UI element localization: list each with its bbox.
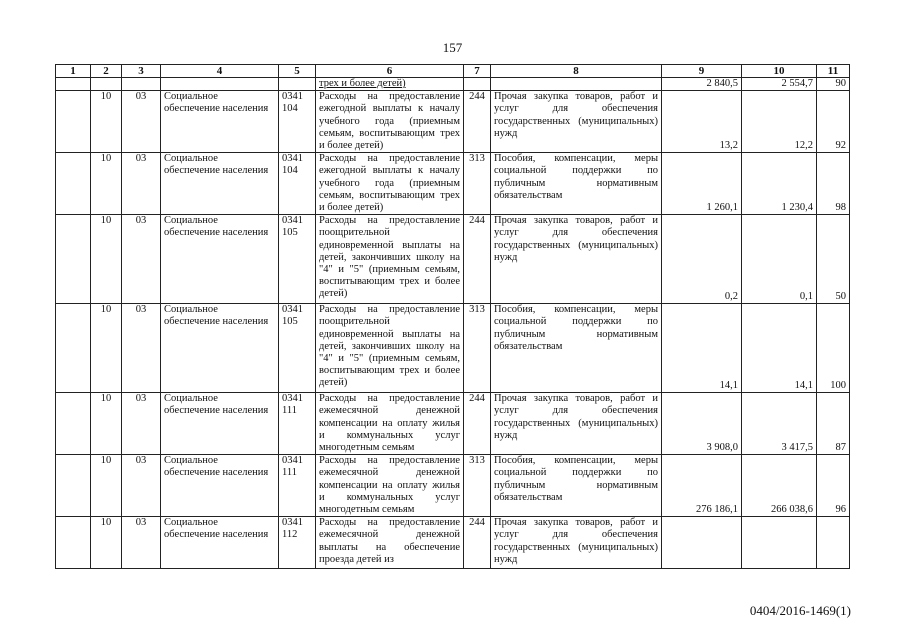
cell-c1 bbox=[56, 78, 91, 91]
cell-percent bbox=[817, 517, 850, 569]
cell-section: 10 bbox=[91, 91, 122, 153]
cell-section-name: Социальное обеспечение населения bbox=[161, 393, 279, 455]
table-row bbox=[56, 393, 850, 455]
cell-actual: 12,2 bbox=[742, 91, 817, 153]
cell-planned: 3 908,0 bbox=[662, 393, 742, 455]
cell-planned bbox=[662, 517, 742, 569]
cell-section-name: Социальное обеспечение населения bbox=[161, 517, 279, 569]
cell-expense-type-name: Пособия, компенсации, меры социальной поддержки по публичным нормативным обязательствам bbox=[491, 455, 662, 517]
cell-section bbox=[91, 78, 122, 91]
cell-target-code: 0341 105 bbox=[279, 304, 316, 393]
cell-percent: 92 bbox=[817, 91, 850, 153]
cell-target-code: 0341 111 bbox=[279, 455, 316, 517]
cell-expense-description: трех и более детей) bbox=[316, 78, 464, 91]
cell-section-name: Социальное обеспечение населения bbox=[161, 153, 279, 215]
column-header: 9 bbox=[662, 65, 742, 78]
table-row bbox=[56, 215, 850, 304]
column-header: 2 bbox=[91, 65, 122, 78]
table-row bbox=[56, 517, 850, 569]
cell-planned: 2 840,5 bbox=[662, 78, 742, 91]
cell-c1 bbox=[56, 393, 91, 455]
cell-section-name: Социальное обеспечение населения bbox=[161, 455, 279, 517]
cell-section: 10 bbox=[91, 153, 122, 215]
column-header: 11 bbox=[817, 65, 850, 78]
cell-subsection: 03 bbox=[122, 91, 161, 153]
cell-target-code: 0341 112 bbox=[279, 517, 316, 569]
cell-percent: 96 bbox=[817, 455, 850, 517]
cell-target-code: 0341 111 bbox=[279, 393, 316, 455]
cell-expense-type: 244 bbox=[464, 517, 491, 569]
cell-subsection: 03 bbox=[122, 153, 161, 215]
column-header: 6 bbox=[316, 65, 464, 78]
cell-expense-type: 244 bbox=[464, 393, 491, 455]
table-row bbox=[56, 455, 850, 517]
cell-planned: 276 186,1 bbox=[662, 455, 742, 517]
cell-section: 10 bbox=[91, 215, 122, 304]
cell-actual: 2 554,7 bbox=[742, 78, 817, 91]
cell-expense-description: Расходы на предоставление ежемесячной денежной выплаты на обеспечение проезда детей из bbox=[316, 517, 464, 569]
document-code: 0404/2016-1469(1) bbox=[749, 603, 851, 618]
cell-percent: 90 bbox=[817, 78, 850, 91]
cell-expense-type-name: Прочая закупка товаров, работ и услуг для обеспечения государственных (муниципальных) нужд bbox=[491, 215, 662, 304]
cell-section-name: Социальное обеспечение населения bbox=[161, 91, 279, 153]
page-number: 157 bbox=[442, 40, 463, 55]
cell-expense-description: Расходы на предоставление ежегодной выплаты к началу учебного года (приемным семьям, воспитывающим трех и более детей) bbox=[316, 91, 464, 153]
cell-subsection: 03 bbox=[122, 215, 161, 304]
cell-target-code bbox=[279, 78, 316, 91]
cell-expense-type-name: Прочая закупка товаров, работ и услуг для обеспечения государственных (муниципальных) нужд bbox=[491, 393, 662, 455]
cell-expense-type: 313 bbox=[464, 455, 491, 517]
budget-table bbox=[55, 64, 850, 569]
column-header: 10 bbox=[742, 65, 817, 78]
table-row bbox=[56, 304, 850, 393]
cell-expense-type-name bbox=[491, 78, 662, 91]
cell-actual: 1 230,4 bbox=[742, 153, 817, 215]
cell-planned: 13,2 bbox=[662, 91, 742, 153]
cell-c1 bbox=[56, 517, 91, 569]
cell-section-name bbox=[161, 78, 279, 91]
cell-section: 10 bbox=[91, 455, 122, 517]
cell-c1 bbox=[56, 91, 91, 153]
cell-section-name: Социальное обеспечение населения bbox=[161, 215, 279, 304]
cell-c1 bbox=[56, 153, 91, 215]
cell-subsection: 03 bbox=[122, 517, 161, 569]
cell-target-code: 0341 104 bbox=[279, 91, 316, 153]
cell-subsection bbox=[122, 78, 161, 91]
table-row bbox=[56, 153, 850, 215]
cell-expense-description: Расходы на предоставление поощрительной единовременной выплаты на детей, закончивших школу на "4" и "5" (приемным семьям, воспитывающим трех и более детей) bbox=[316, 304, 464, 393]
cell-planned: 14,1 bbox=[662, 304, 742, 393]
column-header: 3 bbox=[122, 65, 161, 78]
cell-expense-description: Расходы на предоставление ежемесячной денежной компенсации на оплату жилья и коммунальных услуг многодетным семьям bbox=[316, 455, 464, 517]
cell-actual: 3 417,5 bbox=[742, 393, 817, 455]
column-header: 1 bbox=[56, 65, 91, 78]
cell-planned: 0,2 bbox=[662, 215, 742, 304]
cell-subsection: 03 bbox=[122, 304, 161, 393]
cell-expense-type-name: Пособия, компенсации, меры социальной поддержки по публичным нормативным обязательствам bbox=[491, 153, 662, 215]
column-header: 7 bbox=[464, 65, 491, 78]
header-row bbox=[56, 65, 850, 78]
cell-actual: 266 038,6 bbox=[742, 455, 817, 517]
cell-expense-type: 313 bbox=[464, 304, 491, 393]
cell-planned: 1 260,1 bbox=[662, 153, 742, 215]
cell-actual: 14,1 bbox=[742, 304, 817, 393]
column-header: 4 bbox=[161, 65, 279, 78]
cell-expense-type bbox=[464, 78, 491, 91]
cell-expense-type-name: Прочая закупка товаров, работ и услуг для обеспечения государственных (муниципальных) нужд bbox=[491, 517, 662, 569]
cell-expense-type-name: Пособия, компенсации, меры социальной поддержки по публичным нормативным обязательствам bbox=[491, 304, 662, 393]
cell-target-code: 0341 105 bbox=[279, 215, 316, 304]
cell-section-name: Социальное обеспечение населения bbox=[161, 304, 279, 393]
cell-subsection: 03 bbox=[122, 393, 161, 455]
table-row bbox=[56, 91, 850, 153]
cell-c1 bbox=[56, 215, 91, 304]
cell-expense-type: 244 bbox=[464, 91, 491, 153]
cell-expense-type: 313 bbox=[464, 153, 491, 215]
cell-expense-type-name: Прочая закупка товаров, работ и услуг для обеспечения государственных (муниципальных) нужд bbox=[491, 91, 662, 153]
cell-section: 10 bbox=[91, 393, 122, 455]
table-row bbox=[56, 78, 850, 91]
cell-c1 bbox=[56, 455, 91, 517]
cell-percent: 50 bbox=[817, 215, 850, 304]
cell-percent: 87 bbox=[817, 393, 850, 455]
column-header: 8 bbox=[491, 65, 662, 78]
cell-section: 10 bbox=[91, 517, 122, 569]
cell-percent: 98 bbox=[817, 153, 850, 215]
cell-expense-type: 244 bbox=[464, 215, 491, 304]
cell-expense-description: Расходы на предоставление поощрительной единовременной выплаты на детей, закончивших школу на "4" и "5" (приемным семьям, воспитывающим трех и более детей) bbox=[316, 215, 464, 304]
cell-c1 bbox=[56, 304, 91, 393]
cell-section: 10 bbox=[91, 304, 122, 393]
cell-actual: 0,1 bbox=[742, 215, 817, 304]
cell-expense-description: Расходы на предоставление ежегодной выплаты к началу учебного года (приемным семьям, воспитывающим трех и более детей) bbox=[316, 153, 464, 215]
cell-expense-description: Расходы на предоставление ежемесячной денежной компенсации на оплату жилья и коммунальных услуг многодетным семьям bbox=[316, 393, 464, 455]
cell-subsection: 03 bbox=[122, 455, 161, 517]
column-header: 5 bbox=[279, 65, 316, 78]
cell-percent: 100 bbox=[817, 304, 850, 393]
cell-actual bbox=[742, 517, 817, 569]
cell-target-code: 0341 104 bbox=[279, 153, 316, 215]
